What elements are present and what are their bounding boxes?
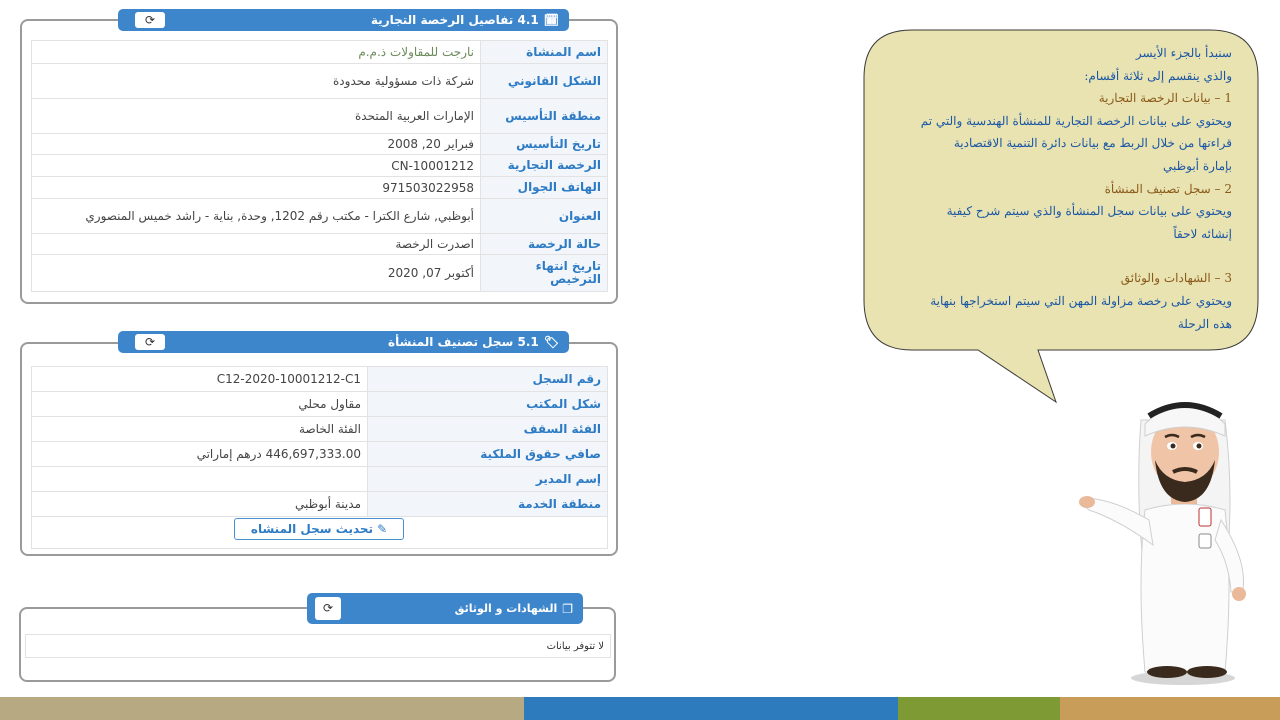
update-record-button[interactable] [234, 518, 404, 540]
certificates-refresh-button[interactable] [315, 597, 341, 620]
row-value: 971503022958 [32, 177, 481, 199]
table-row [32, 367, 608, 392]
table-row [32, 467, 608, 492]
table-row [32, 492, 608, 517]
certificates-title: الشهادات و الوثائق [454, 602, 558, 615]
license-details-title: 4.1 تفاصيل الرخصة التجارية [370, 13, 539, 27]
row-label: الهاتف الجوال [481, 177, 608, 199]
table-row [32, 41, 608, 64]
license-refresh-button[interactable] [135, 12, 165, 28]
classification-refresh-button[interactable] [135, 334, 165, 350]
table-row [32, 134, 608, 155]
table-row [32, 99, 608, 134]
certificates-header [307, 593, 583, 624]
row-value: فبراير 20, 2008 [32, 134, 481, 155]
copy-icon: ❐ [562, 601, 573, 616]
row-value: CN-10001212 [32, 155, 481, 177]
row-value: C12-2020-10001212-C1 [32, 367, 368, 392]
footer-bar-segment [524, 697, 898, 720]
bubble-line: قراءتها من خلال الربط مع بيانات دائرة التنمية الاقتصادية [953, 136, 1232, 151]
license-details-table [31, 40, 608, 292]
row-value: مدينة أبوظبي [32, 492, 368, 517]
row-value: الإمارات العربية المتحدة [32, 99, 481, 134]
table-row [32, 199, 608, 234]
classification-header [118, 331, 569, 353]
bubble-line: بإمارة أبوظبي [1162, 158, 1232, 173]
tag-icon: 🏷 [543, 335, 559, 349]
row-label: العنوان [481, 199, 608, 234]
refresh-icon: ⟳ [322, 601, 334, 615]
row-value: نارجت للمقاولات ذ.م.م [32, 41, 481, 64]
classification-title: 5.1 سجل تصنيف المنشأة [388, 335, 539, 349]
table-row [32, 64, 608, 99]
row-value: الفئة الخاصة [32, 417, 368, 442]
certificates-empty-row [25, 634, 611, 658]
footer-bar-segment [898, 697, 1060, 720]
row-value: مقاول محلي [32, 392, 368, 417]
bubble-line: والذي ينقسم إلى ثلاثة أقسام: [1084, 68, 1232, 83]
row-value: أبوظبي, شارع الكترا - مكتب رقم 1202, وحدة, بناية - راشد خميس المنصوري [32, 199, 481, 234]
row-value: شركة ذات مسؤولية محدودة [32, 64, 481, 99]
row-label: شكل المكتب [368, 392, 608, 417]
row-label: تاريخ انتهاء الترخيص [481, 255, 608, 292]
row-value: اصدرت الرخصة [32, 234, 481, 255]
row-label: اسم المنشاة [481, 41, 608, 64]
table-row [32, 155, 608, 177]
update-record-label: تحديث سجل المنشاه [250, 522, 374, 536]
table-row [32, 417, 608, 442]
row-label: إسم المدير [368, 467, 608, 492]
row-label: حالة الرخصة [481, 234, 608, 255]
table-row [32, 255, 608, 292]
row-label: الشكل القانوني [481, 64, 608, 99]
bubble-line: 2 – سجل تصنيف المنشأة [1104, 181, 1232, 196]
refresh-icon: ⟳ [144, 13, 156, 27]
pencil-icon: ✎ [377, 522, 388, 536]
table-row [32, 442, 608, 467]
guide-character-illustration [1075, 380, 1260, 690]
bubble-line: 1 – بيانات الرخصة التجارية [1098, 91, 1232, 106]
row-label: منطقة التأسيس [481, 99, 608, 134]
license-details-header [118, 9, 569, 31]
bubble-text [888, 42, 1232, 335]
bubble-line [888, 245, 1232, 267]
row-label: الرخصة التجارية [481, 155, 608, 177]
row-label: صافي حقوق الملكية [368, 442, 608, 467]
row-value [32, 467, 368, 492]
row-value: أكتوبر 07, 2020 [32, 255, 481, 292]
footer-bar-segment [1060, 697, 1280, 720]
bubble-line: سنبدأ بالجزء الأيسر [1135, 46, 1232, 60]
row-value: 446,697,333.00 درهم إماراتي [32, 442, 368, 467]
bubble-line: إنشائه لاحقاً [1173, 226, 1232, 241]
row-label: رقم السجل [368, 367, 608, 392]
bubble-line: هذه الرحلة [1177, 316, 1232, 331]
bubble-line: ويحتوي على بيانات الرخصة التجارية للمنشأة الهندسية والتي تم [920, 113, 1232, 128]
row-label: الفئة السقف [368, 417, 608, 442]
table-row [32, 392, 608, 417]
footer-bar-segment [0, 697, 524, 720]
row-label: تاريخ التأسيس [481, 134, 608, 155]
bubble-line: 3 – الشهادات والوثائق [1120, 271, 1232, 286]
bubble-line: ويحتوي على رخصة مزاولة المهن التي سيتم استخراجها بنهاية [930, 293, 1232, 308]
empty-text: لا تتوفر بيانات [546, 641, 604, 652]
refresh-icon: ⟳ [144, 335, 156, 349]
table-row [32, 177, 608, 199]
calendar-icon: 🗓 [543, 13, 559, 27]
table-row [32, 234, 608, 255]
bubble-line: ويحتوي على بيانات سجل المنشأة والذي سيتم شرح كيفية [946, 204, 1232, 219]
row-label: منطقة الخدمة [368, 492, 608, 517]
